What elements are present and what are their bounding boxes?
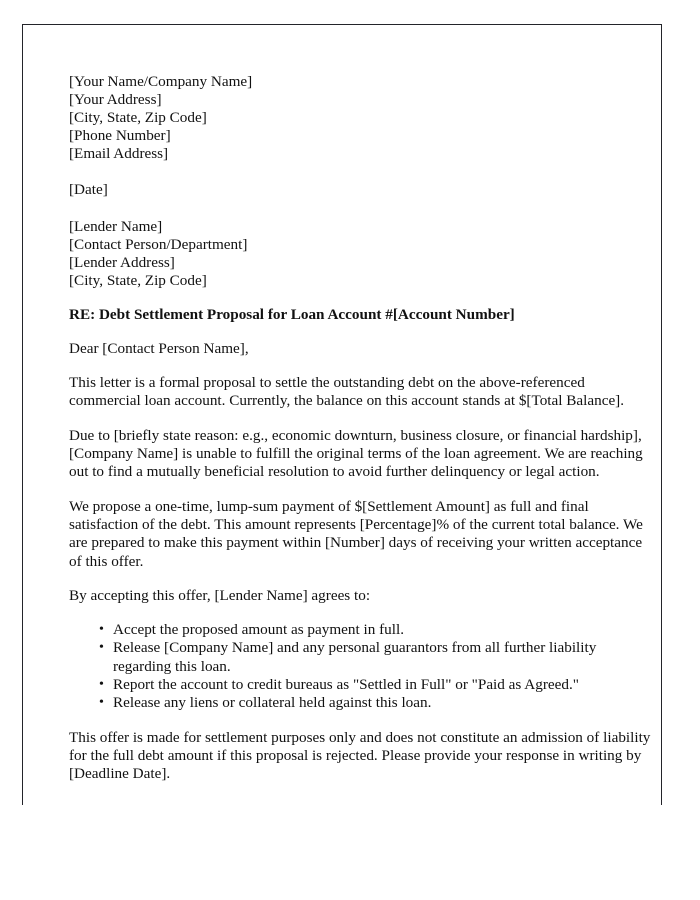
list-item: • Release any liens or collateral held against this loan. (113, 694, 657, 712)
spacer-after-recipient (69, 290, 657, 306)
subject-line: RE: Debt Settlement Proposal for Loan Account #[Account Number] (69, 305, 515, 323)
paragraph-disclaimer: This offer is made for settlement purposes only and does not constitute an admission of liability for the full debt amount if this proposal is rejected. Please provide your response in writing by [Deadline Date]. (69, 728, 651, 783)
recipient-line-city-state-zip: [City, State, Zip Code] (69, 271, 207, 289)
sender-line-name: [Your Name/Company Name] (69, 73, 253, 90)
sender-line-city-state-zip: [City, State, Zip Code] (69, 109, 207, 127)
paragraph-acceptance-intro: By accepting this offer, [Lender Name] agrees to: (69, 586, 371, 604)
recipient-line-lender-name: [Lender Name] (69, 217, 163, 235)
document-page (22, 24, 662, 805)
paragraph-settlement-offer: We propose a one-time, lump-sum payment of $[Settlement Amount] as full and final satisfaction of the debt. This amount represents [Percentage]% of the current total balance. We are prepared to make this payment within [Number] days of receiving your written acceptance of this offer. (69, 497, 643, 570)
spacer-after-date (69, 200, 657, 218)
sender-address-block (69, 73, 657, 163)
paragraph-hardship-reason: Due to [briefly state reason: e.g., economic downturn, business closure, or financial hardship], [Company Name] is unable to fulfill the original terms of the loan agreement. We are reaching out to find a mutually beneficial resolution to avoid further delinquency or legal action. (69, 426, 643, 481)
sender-line-email: [Email Address] (69, 145, 169, 163)
date-line: [Date] (69, 181, 108, 199)
list-item: • Report the account to credit bureaus as "Settled in Full" or "Paid as Agreed." (113, 676, 657, 694)
paragraph-proposal-intro: This letter is a formal proposal to settle the outstanding debt on the above-referenced commercial loan account. Currently, the balance on this account stands at $[Total Balance]. (69, 374, 625, 410)
recipient-line-contact-person: [Contact Person/Department] (69, 235, 248, 253)
list-item: • Accept the proposed amount as payment in full. (113, 621, 657, 639)
sender-line-phone: [Phone Number] (69, 127, 171, 145)
letter-content (69, 73, 657, 799)
settlement-terms-list (69, 621, 657, 712)
salutation-line: Dear [Contact Person Name], (69, 340, 249, 358)
date-block (69, 181, 657, 199)
list-item: • Release [Company Name] and any personal guarantors from all further liability regarding this loan. (113, 639, 657, 676)
recipient-line-address: [Lender Address] (69, 253, 175, 271)
sender-line-address: [Your Address] (69, 91, 162, 109)
spacer-after-sender (69, 163, 657, 181)
recipient-address-block (69, 218, 657, 290)
